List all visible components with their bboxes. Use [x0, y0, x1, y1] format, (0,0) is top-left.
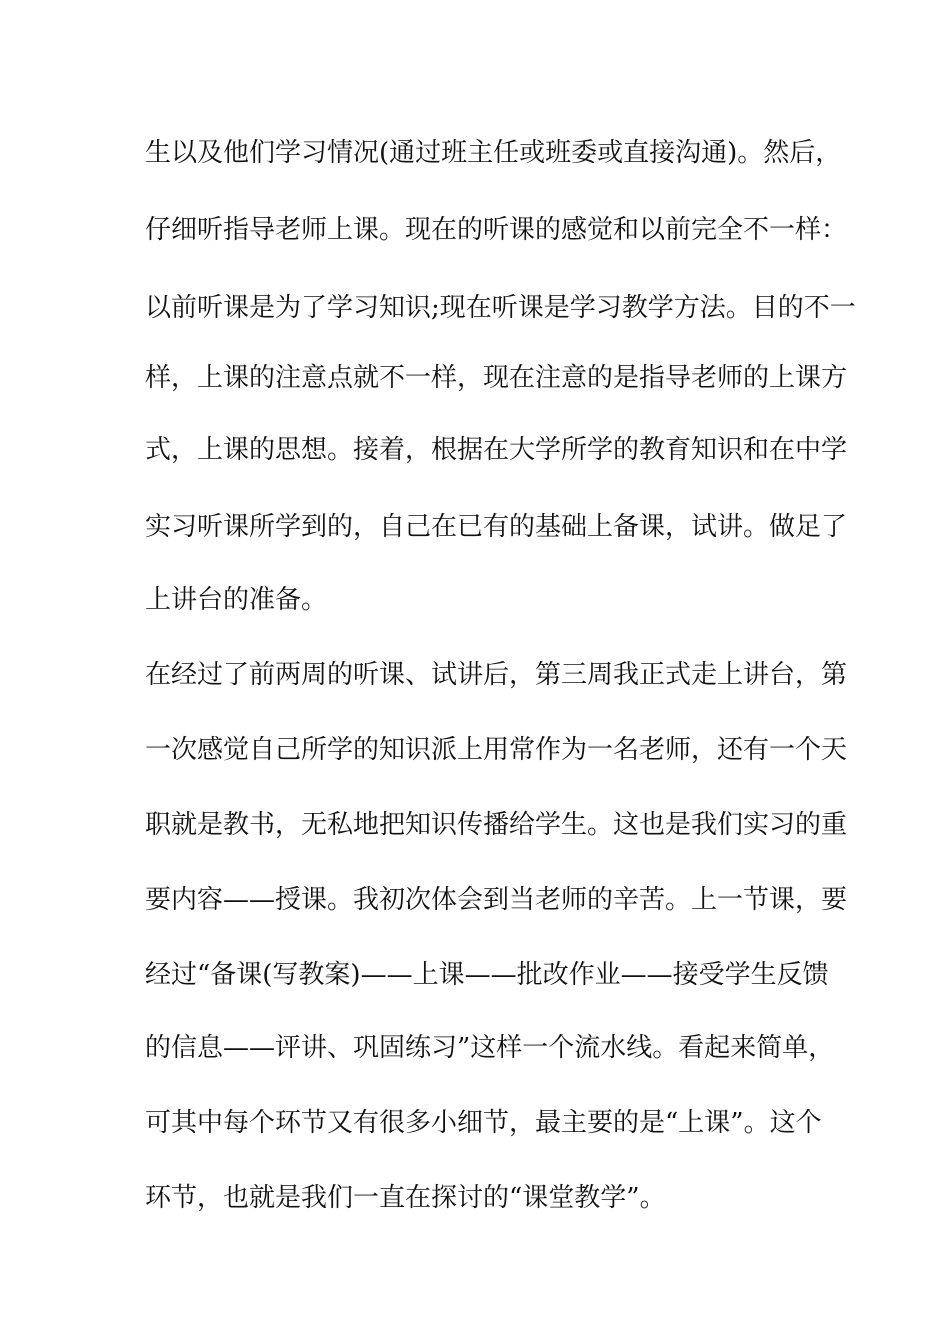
text-line: 职就是教书，无私地把知识传播给学生。这也是我们实习的重 — [145, 810, 848, 840]
text-line: 样，上课的注意点就不一样，现在注意的是指导老师的上课方 — [145, 363, 848, 393]
text-line: 式，上课的思想。接着，根据在大学所学的教育知识和在中学 — [145, 435, 848, 465]
text-line: 以前听课是为了学习知识;现在听课是学习教学方法。目的不一 — [145, 293, 856, 323]
text-line: 要内容——授课。我初次体会到当老师的辛苦。上一节课，要 — [145, 885, 848, 915]
text-line: 在经过了前两周的听课、试讲后，第三周我正式走上讲台，第 — [145, 660, 848, 690]
text-line: 一次感觉自己所学的知识派上用常作为一名老师，还有一个天 — [145, 735, 848, 765]
text-line: 经过“备课(写教案)——上课——批改作业——接受学生反馈 — [145, 960, 829, 990]
text-line: 可其中每个环节又有很多小细节，最主要的是“上课”。这个 — [145, 1108, 822, 1138]
text-line: 仔细听指导老师上课。现在的听课的感觉和以前完全不一样： — [145, 215, 848, 245]
text-line: 环节，也就是我们一直在探讨的“课堂教学”。 — [145, 1183, 666, 1213]
text-line: 上讲台的准备。 — [145, 585, 328, 615]
text-line: 生以及他们学习情况(通过班主任或班委或直接沟通)。然后， — [145, 138, 842, 168]
text-line: 实习听课所学到的，自己在已有的基础上备课，试讲。做足了 — [145, 512, 848, 542]
text-line: 的信息——评讲、巩固练习”这样一个流水线。看起来简单， — [145, 1033, 835, 1063]
